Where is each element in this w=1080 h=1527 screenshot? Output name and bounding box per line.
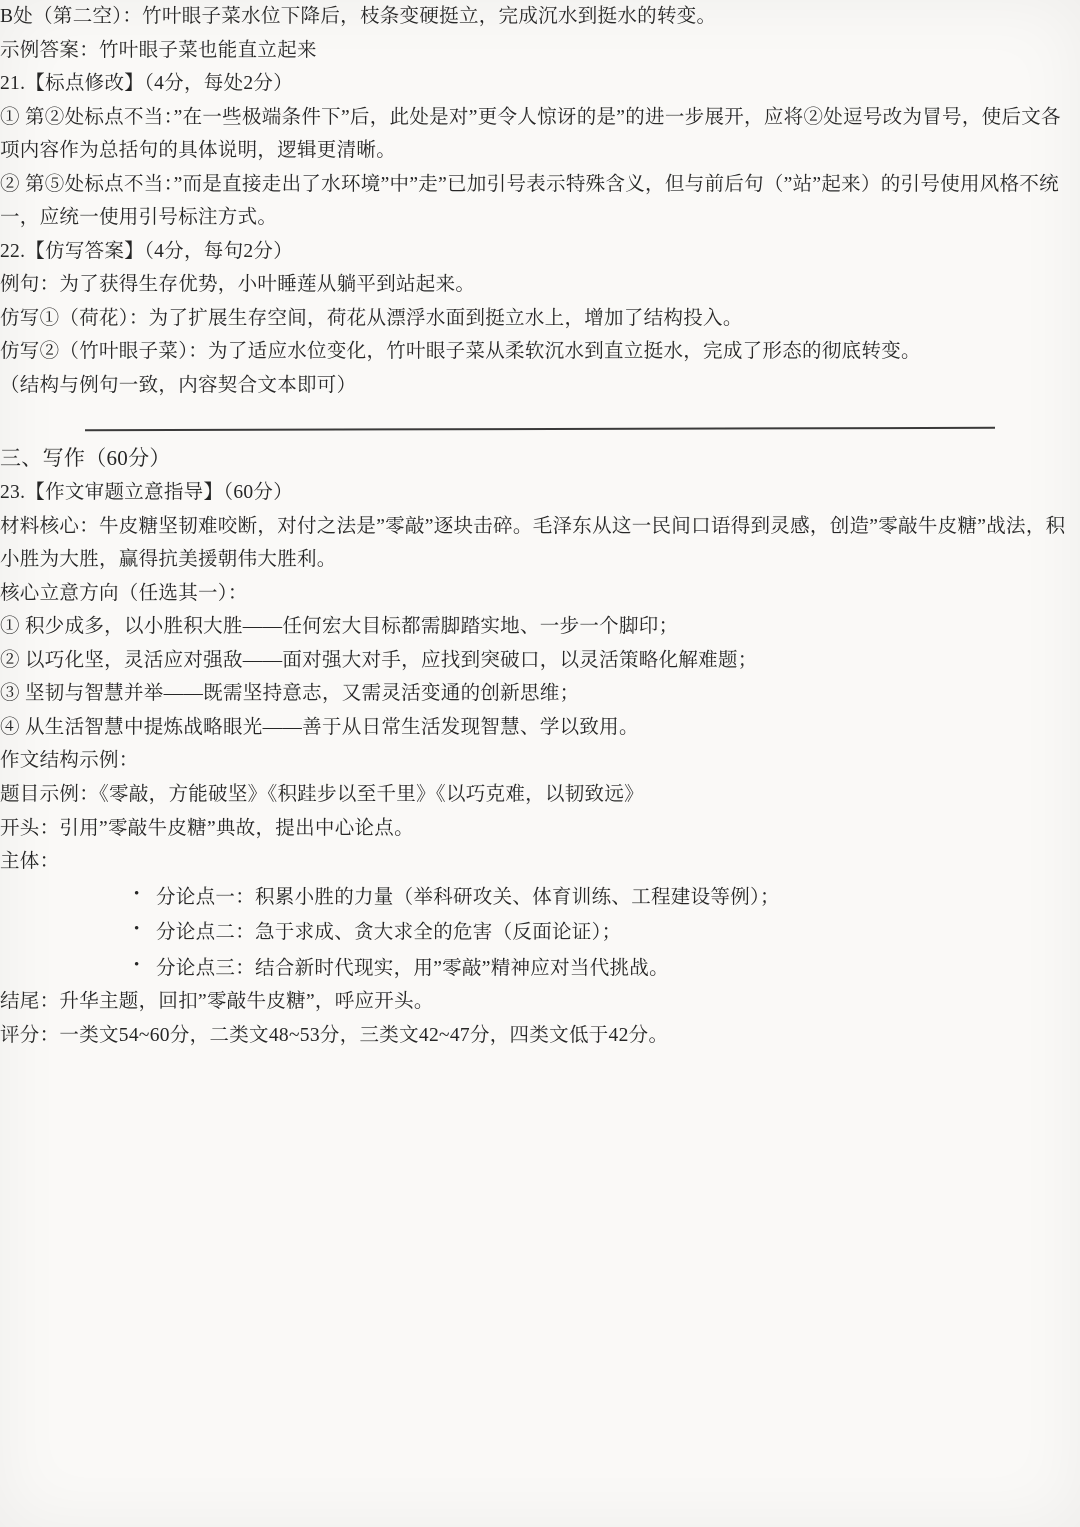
q23-body-heading: 主体： bbox=[0, 851, 60, 873]
q22-example-sentence: 例句：为了获得生存优势，小叶睡莲从躺平到站起来。 bbox=[0, 274, 476, 296]
q23-direction-1: ① 积少成多，以小胜积大胜——任何宏大目标都需脚踏实地、一步一个脚印； bbox=[0, 616, 679, 638]
q23-scoring: 评分：一类文54~60分，二类文48~53分，三类文42~47分，四类文低于42分。 bbox=[0, 1024, 669, 1046]
q23-heading: 23.【作文审题立意指导】（60分） bbox=[0, 482, 294, 504]
q23-opening: 开头：引用”零敲牛皮糖”典故，提出中心论点。 bbox=[0, 817, 414, 839]
q23-bullet-1-text: 分论点一：积累小胜的力量（举科研攻关、体育训练、工程建设等例）； bbox=[156, 886, 780, 908]
q21-item-1: ① 第②处标点不当：”在一些极端条件下”后，此处是对”更令人惊讶的是”的进一步展开，应将②处逗号改为冒号，使后文各项内容作为总括句的具体说明，逻辑更清晰。 bbox=[0, 106, 1061, 162]
q23-bullet-2-text: 分论点二：急于求成、贪大求全的危害（反面论证）； bbox=[156, 922, 622, 944]
q23-direction-3: ③ 坚韧与智慧并举——既需坚持意志，又需灵活变通的创新思维； bbox=[0, 683, 580, 705]
q22-imitation-2: 仿写②（竹叶眼子菜）：为了适应水位变化，竹叶眼子菜从柔软沉水到直立挺水，完成了形态的彻底转变。 bbox=[0, 341, 921, 363]
q21-heading: 21.【标点修改】（4分，每处2分） bbox=[0, 73, 294, 95]
q22-imitation-1: 仿写①（荷花）：为了扩展生存空间，荷花从漂浮水面到挺立水上，增加了结构投入。 bbox=[0, 307, 743, 329]
q23-bullet-3-text: 分论点三：结合新时代现实，用”零敲”精神应对当代挑战。 bbox=[156, 957, 669, 979]
q23-ending: 结尾：升华主题，回扣”零敲牛皮糖”，呼应开头。 bbox=[0, 991, 434, 1013]
q23-title-examples: 题目示例：《零敲，方能破坚》《积跬步以至千里》《以巧克难，以韧致远》 bbox=[0, 784, 644, 806]
section-divider bbox=[85, 427, 995, 431]
q23-material-core: 材料核心：牛皮糖坚韧难咬断，对付之法是”零敲”逐块击碎。毛泽东从这一民间口语得到灵感，创造”零敲牛皮糖”战法，积小胜为大胜，赢得抗美援朝伟大胜利。 bbox=[0, 515, 1066, 571]
q21-item-2: ② 第⑤处标点不当：”而是直接走出了水环境”中”走”已加引号表示特殊含义，但与前后句（”站”起来）的引号使用风格不统一，应统一使用引号标注方式。 bbox=[0, 173, 1059, 229]
q23-directions-heading: 核心立意方向（任选其一）： bbox=[0, 582, 248, 604]
q22-heading: 22.【仿写答案】（4分，每句2分） bbox=[0, 240, 294, 262]
q23-bullet-1 bbox=[134, 881, 970, 915]
section3-heading: 三、写作（60分） bbox=[0, 446, 171, 471]
q23-direction-4: ④ 从生活智慧中提炼战略眼光——善于从日常生活发现智慧、学以致用。 bbox=[0, 716, 639, 738]
answer-example-line: 示例答案：竹叶眼子菜也能直立起来 bbox=[0, 39, 317, 61]
bullet-icon: • bbox=[134, 885, 140, 902]
q23-bullet-3 bbox=[134, 952, 970, 986]
q22-note: （结构与例句一致，内容契合文本即可） bbox=[0, 374, 357, 396]
bullet-icon: • bbox=[134, 956, 140, 973]
bullet-icon: • bbox=[134, 921, 140, 938]
answer-b-line: B处（第二空）：竹叶眼子菜水位下降后，枝条变硬挺立，完成沉水到挺水的转变。 bbox=[0, 6, 717, 27]
q23-structure-heading: 作文结构示例： bbox=[0, 750, 139, 772]
q23-direction-2: ② 以巧化坚，灵活应对强敌——面对强大对手，应找到突破口，以灵活策略化解难题； bbox=[0, 649, 758, 671]
q23-bullet-2 bbox=[134, 916, 970, 950]
